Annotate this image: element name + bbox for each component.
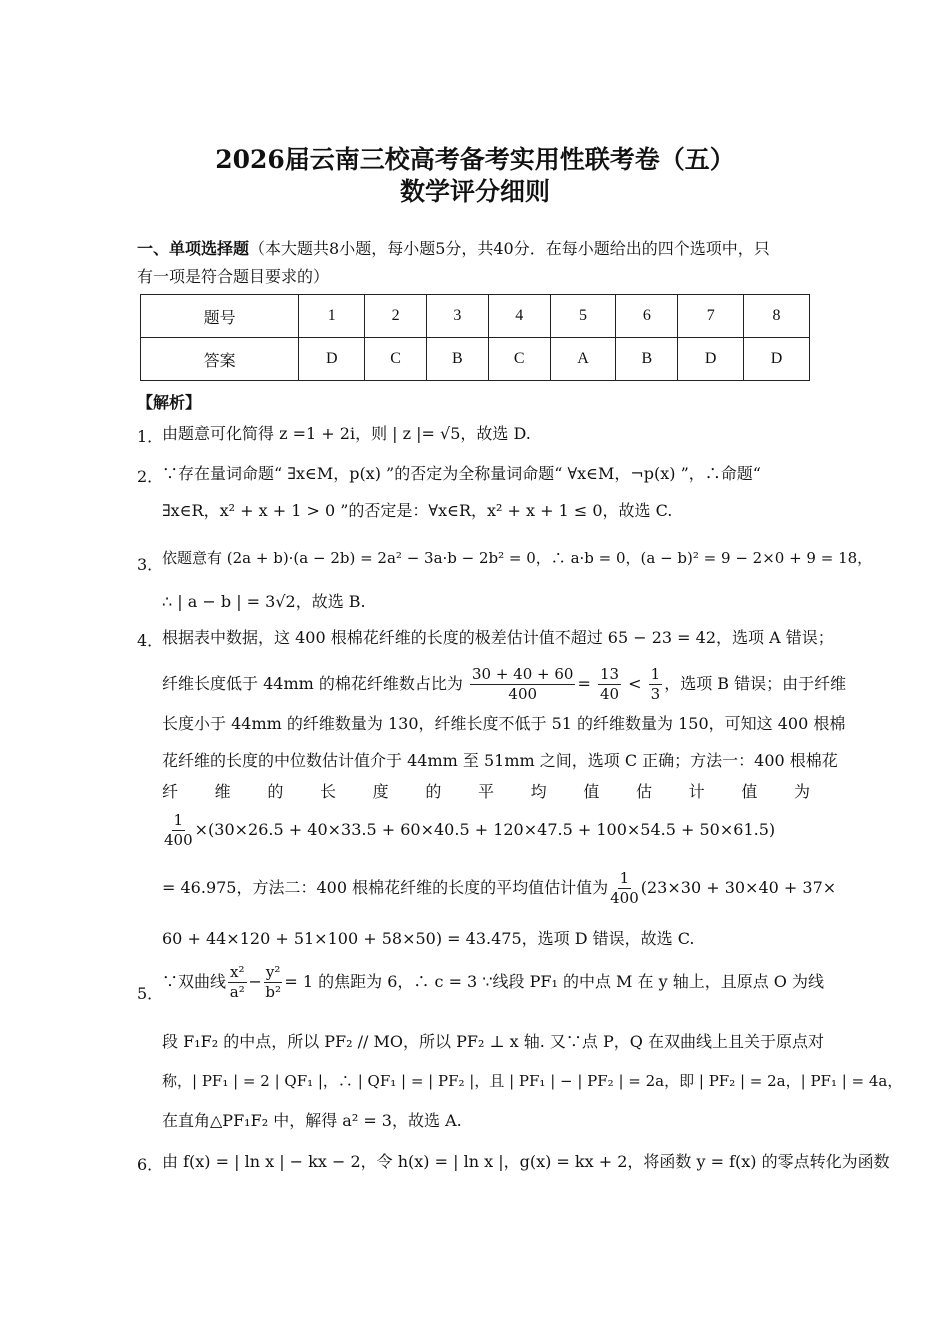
solution-line: 在直角△PF₁F₂ 中，解得 a² = 3，故选 A. [162,1111,462,1130]
text-segment: = 1 的焦距为 6，∴ c = 3 ∵线段 PF₁ 的中点 M 在 y 轴上，且原点 O 为线 [284,972,825,991]
table-cell: 4 [488,295,550,338]
text-segment: 纤维长度低于 44mm 的棉花纤维数占比为 [162,674,463,693]
denominator: 400 [164,831,193,849]
solution-line: 花纤维的长度的中位数估计值介于 44mm 至 51mm 之间，选项 C 正确；方法一：400 根棉花 [162,751,838,770]
table-cell: 8 [744,295,810,338]
item-number: 4． [137,631,164,650]
item-number: 6． [137,1155,164,1174]
row-header: 题号 [141,295,299,338]
solution-line: 由题意可化简得 z =1 + 2i，则 | z |= √5，故选 D. [162,424,531,443]
denominator: 3 [650,685,661,703]
section-desc-2: 有一项是符合题目要求的） [137,267,330,286]
numerator: 1 [619,869,630,887]
table-cell: 5 [550,295,616,338]
numerator: 1 [173,811,184,829]
text-segment: = 46.975，方法二：400 根棉花纤维的长度的平均值估计值为 [162,878,609,897]
solution-line: 根据表中数据，这 400 根棉花纤维的长度的极差估计值不超过 65 − 23 = 42，选项 A 错误； [162,628,834,647]
fraction [164,811,193,850]
fraction [264,963,283,1002]
denominator: b² [265,983,281,1001]
solution-line: 长度小于 44mm 的纤维数量为 130，纤维长度不低于 51 的纤维数量为 150，可知这 400 根棉 [162,714,846,733]
fraction [470,665,575,704]
solution-line: 称，| PF₁ | = 2 | QF₁ |，∴ | QF₁ | = | PF₂ |，且 | PF₁ | − | PF₂ | = 2a，即 | PF₂ | = 2a，| PF₁ | = 4a， [162,1072,903,1090]
solution-line: 段 F₁F₂ 的中点，所以 PF₂ // MO，所以 PF₂ ⊥ x 轴. 又∵点 P，Q 在双曲线上且关于原点对 [162,1032,824,1051]
table-cell: B [426,338,488,381]
denominator: a² [229,983,245,1001]
analysis-label: 【解析】 [137,393,202,412]
table-cell: D [744,338,810,381]
denominator: 40 [599,685,620,703]
document-title: 2026届云南三校高考备考实用性联考卷（五） [215,145,735,174]
table-cell: 2 [365,295,427,338]
solution-line: 60 + 44×120 + 51×100 + 58×50) = 43.475，选项 D 错误，故选 C. [162,929,695,948]
item-number: 3． [137,555,164,574]
table-row-numbers [141,295,810,338]
fraction [610,869,639,908]
table-row-answers [141,338,810,381]
text-segment: (23×30 + 30×40 + 37× [640,878,837,897]
solution-line: ∵存在量词命题“ ∃x∈M，p(x) ”的否定为全称量词命题“ ∀x∈M，¬p(x) ”，∴命题“ [162,464,761,483]
item-number: 1． [137,427,164,446]
table-cell: D [299,338,365,381]
table-cell: B [616,338,678,381]
table-cell: 1 [299,295,365,338]
text-segment: < [623,674,647,693]
solution-line [162,868,836,908]
solution-line [162,810,775,850]
text-segment: − [248,972,262,991]
denominator: 400 [508,685,538,703]
solution-line: 由 f(x) = | ln x | − kx − 2，令 h(x) = | ln x |，g(x) = kx + 2，将函数 y = f(x) 的零点转化为函数 [162,1152,890,1171]
fraction [228,963,246,1002]
fraction [649,665,663,704]
text-segment: ×(30×26.5 + 40×33.5 + 60×40.5 + 120×47.5 + 100×54.5 + 50×61.5) [194,820,776,839]
solution-line: 依题意有 (2a + b)·(a − 2b) = 2a² − 3a·b − 2b² = 0，∴ a·b = 0，(a − b)² = 9 − 2×0 + 9 = 18， [162,549,873,567]
solution-line [162,662,846,706]
numerator: y² [265,963,281,981]
fraction [598,665,621,704]
table-cell: 3 [426,295,488,338]
document-subtitle: 数学评分细则 [399,177,550,206]
text-segment: ∵双曲线 [162,972,227,991]
text-segment: = [577,674,596,693]
answer-table [140,294,810,381]
item-number: 5． [137,984,164,1003]
table-cell: C [365,338,427,381]
item-number: 2． [137,467,164,486]
table-cell: 7 [678,295,744,338]
table-cell: A [550,338,616,381]
numerator: 30 + 40 + 60 [471,665,574,683]
table-cell: 6 [616,295,678,338]
section-header [137,236,770,259]
row-header: 答案 [141,338,299,381]
solution-line [162,962,824,1002]
table-cell: C [488,338,550,381]
solution-line: 纤 维 的 长 度 的 平 均 值 估 计 值 为 [162,782,812,801]
solution-line: ∴ | a − b | = 3√2，故选 B. [162,592,366,611]
numerator: x² [230,963,245,981]
section-label: 一、单项选择题 [137,239,250,258]
numerator: 13 [599,665,620,683]
section-desc: （本大题共8小题，每小题5分，共40分．在每小题给出的四个选项中，只 [249,239,770,258]
numerator: 1 [650,665,661,683]
denominator: 400 [610,889,639,907]
text-segment: ，选项 B 错误；由于纤维 [664,674,847,693]
table-cell: D [678,338,744,381]
solution-line: ∃x∈R，x² + x + 1 > 0 ”的否定是：∀x∈R，x² + x + 1 ≤ 0，故选 C. [162,501,673,520]
